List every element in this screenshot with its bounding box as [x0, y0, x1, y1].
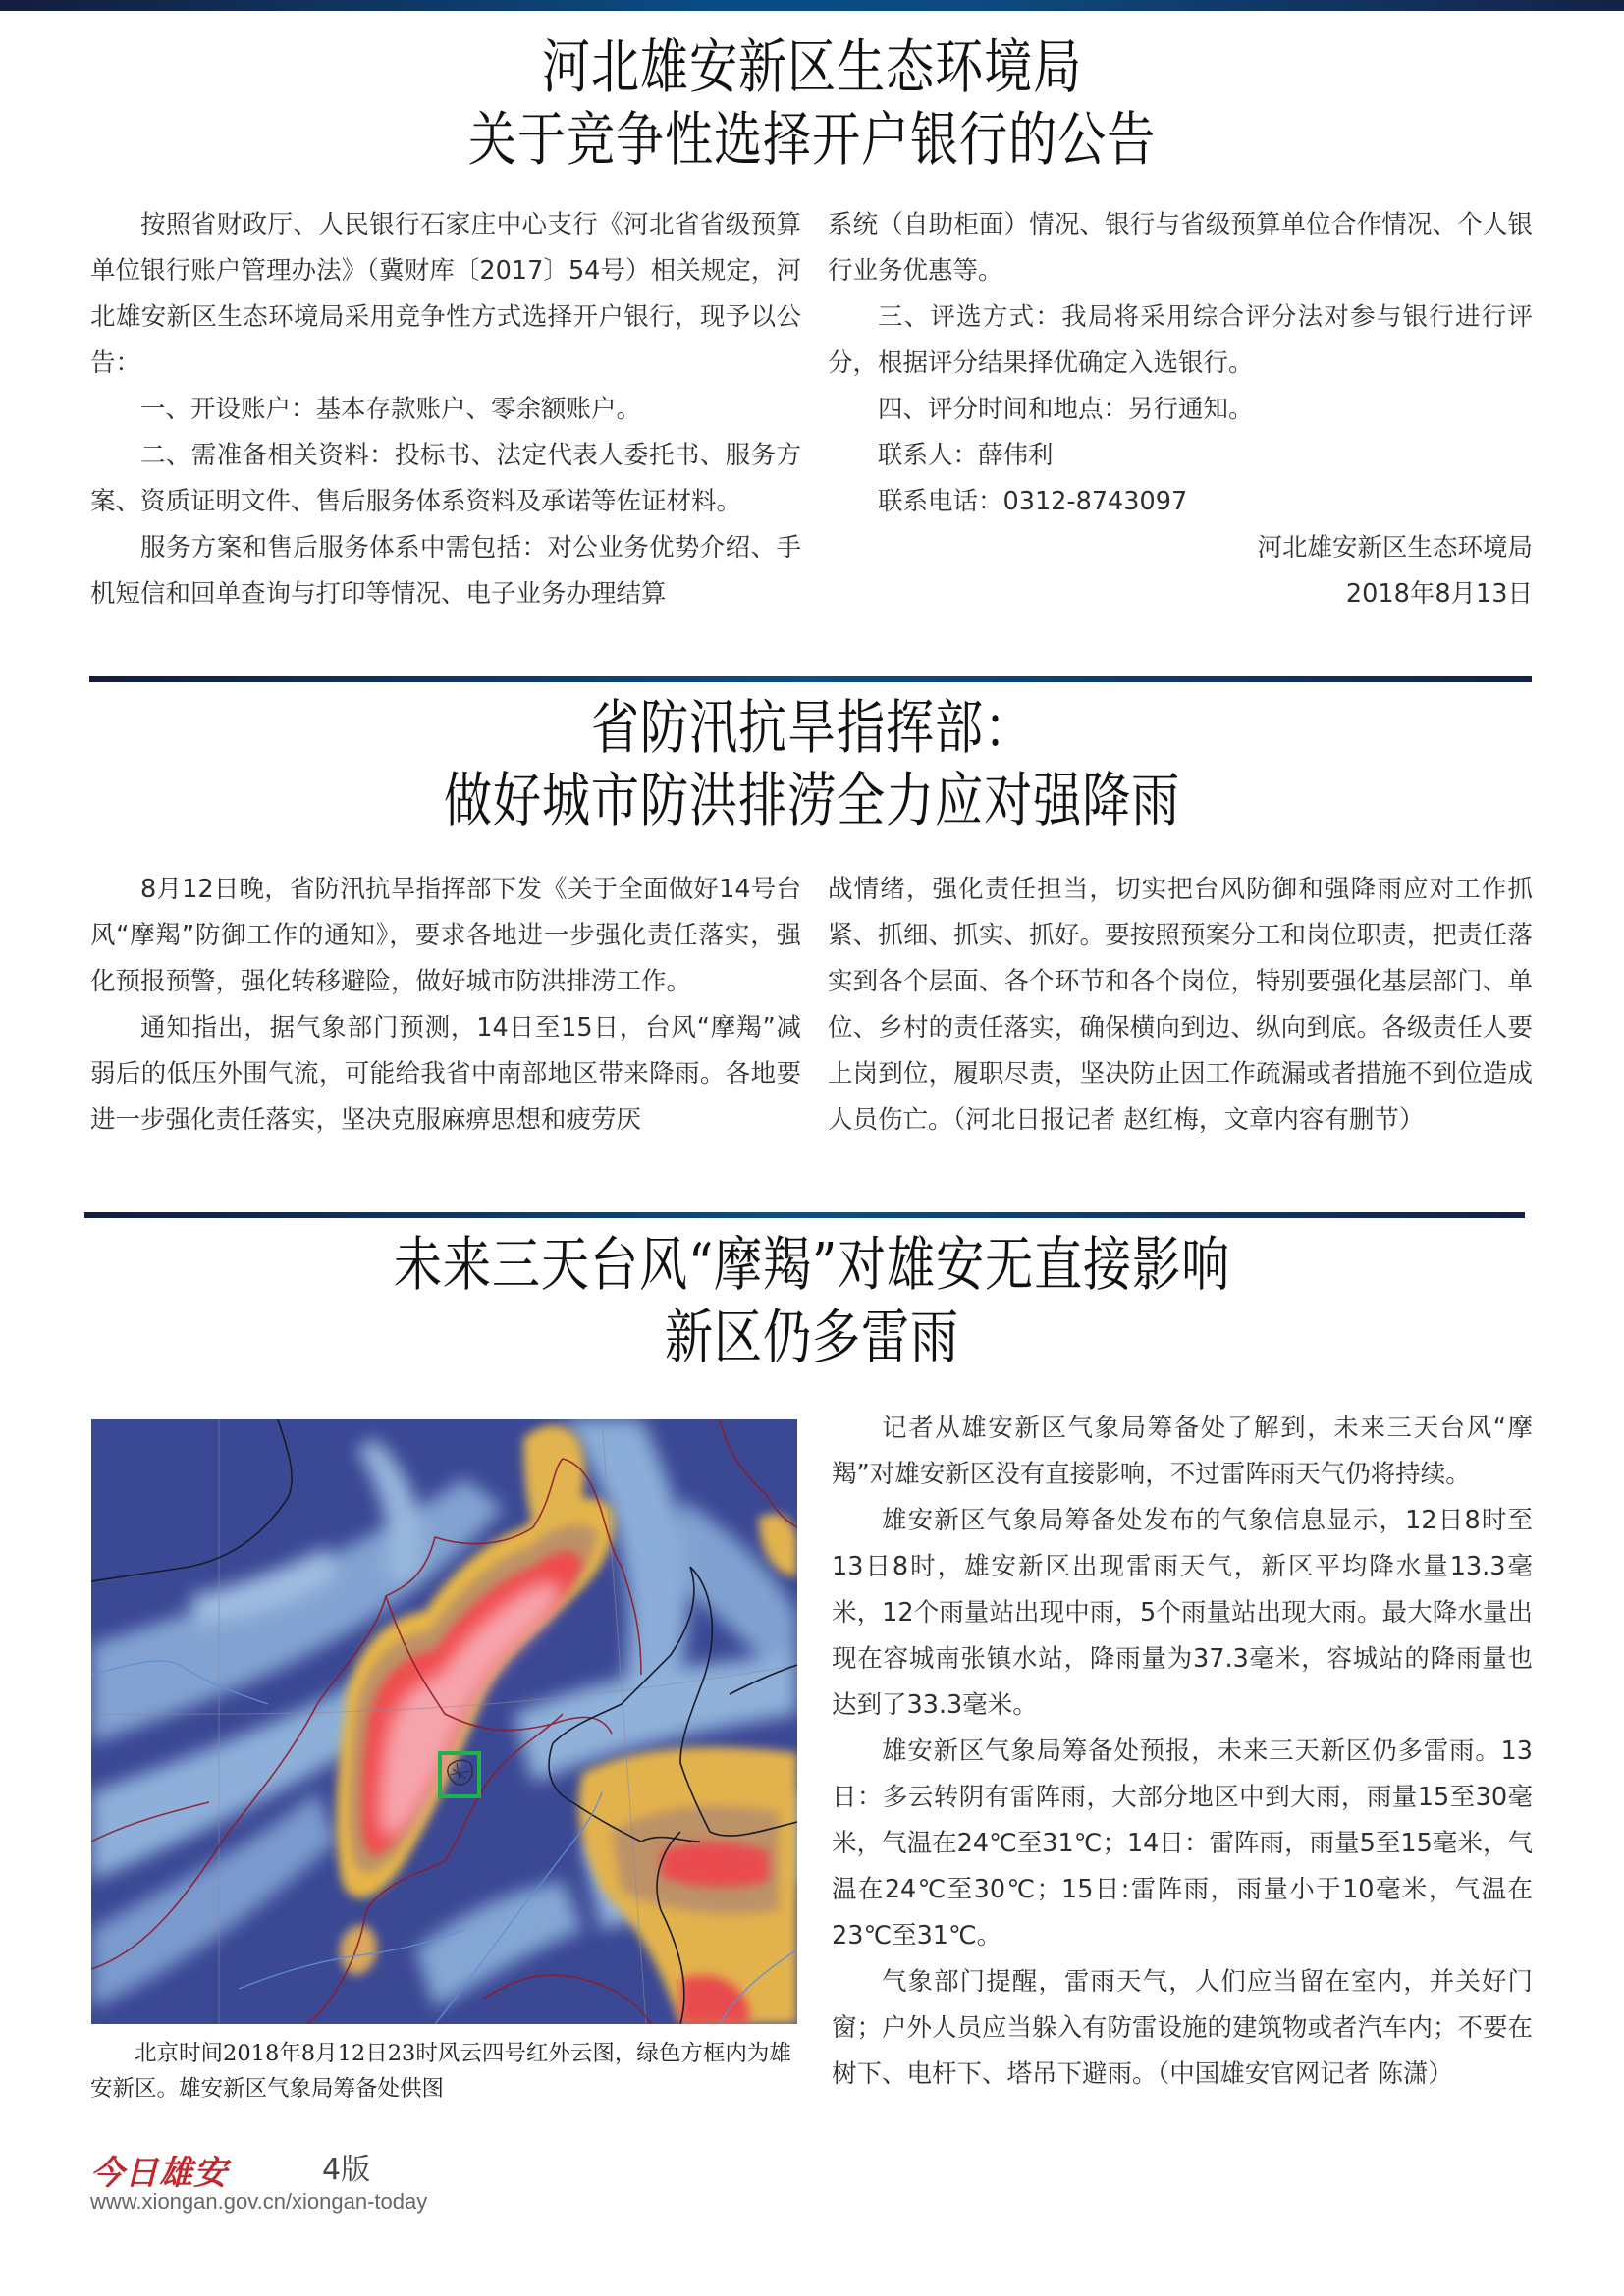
section-divider	[84, 1212, 1525, 1218]
infrared-cloud-map	[91, 1419, 797, 2024]
article3-title-line: 新区仍多雷雨	[664, 1304, 960, 1372]
article1-headline	[146, 31, 1478, 177]
article3-headline	[146, 1229, 1478, 1374]
article3-right-column	[832, 1406, 1533, 2098]
paragraph: 气象部门提醒，雷雨天气，人们应当留在室内，并关好门窗；户外人员应当躲入有防雷设施的建筑物或者汽车内；不要在树下、电杆下、塔吊下避雨。（中国雄安官网记者 陈潇）	[832, 1967, 1534, 2089]
article1-title-line: 关于竞争性选择开户银行的公告	[467, 106, 1157, 175]
paragraph: 按照省财政厅、人民银行石家庄中心支行《河北省省级预算单位银行账户管理办法》（冀财库〔2017〕54号）相关规定，河北雄安新区生态环境局采用竞争性方式选择开户银行，现予以公告：	[90, 210, 801, 378]
top-decorative-bar	[0, 0, 1624, 11]
article2-right-column	[828, 867, 1533, 1144]
paragraph: 服务方案和售后服务体系中需包括：对公业务优势介绍、手机短信和回单查询与打印等情况、电子业务办理结算	[90, 533, 801, 609]
section-divider	[89, 676, 1532, 682]
paragraph: 通知指出，据气象部门预测，14日至15日，台风“摩羯”减弱后的低压外围气流，可能给我省中南部地区带来降雨。各地要进一步强化责任落实，坚决克服麻痹思想和疲劳厌	[90, 1013, 801, 1135]
paragraph: 战情绪，强化责任担当，切实把台风防御和强降雨应对工作抓紧、抓细、抓实、抓好。要按照预案分工和岗位职责，把责任落实到各个层面、各个环节和各个岗位，特别要强化基层部门、单位、乡村的责任落实，确保横向到边、纵向到底。各级责任人要上岗到位，履职尽责，坚决防止因工作疏漏或者措施不到位造成人员伤亡。（河北日报记者 赵红梅，文章内容有删节）	[828, 875, 1533, 1135]
signature-date: 2018年8月13日	[1345, 579, 1533, 609]
paragraph: 三、评选方式：我局将采用综合评分法对参与银行进行评分，根据评分结果择优确定入选银行。	[828, 302, 1533, 378]
paragraph: 二、需准备相关资料：投标书、法定代表人委托书、服务方案、资质证明文件、售后服务体系资料及承诺等佐证材料。	[90, 441, 801, 516]
article2-left-column	[90, 867, 801, 1144]
paragraph: 四、评分时间和地点：另行通知。	[878, 395, 1254, 424]
article2-headline	[146, 692, 1478, 837]
paragraph: 雄安新区气象局筹备处发布的气象信息显示，12日8时至13日8时，雄安新区出现雷雨天气，新区平均降水量13.3毫米，12个雨量站出现中雨，5个雨量站出现大雨。最大降水量出现在容城南张镇水站，降雨量为37.3毫米，容城站的降雨量也达到了33.3毫米。	[832, 1506, 1533, 1720]
article1-title-line: 河北雄安新区生态环境局	[541, 33, 1083, 102]
page-number: 4版	[322, 2153, 371, 2187]
paragraph: 8月12日晚，省防汛抗旱指挥部下发《关于全面做好14号台风“摩羯”防御工作的通知》，要求各地进一步强化责任落实，强化预报预警，强化转移避险，做好城市防洪排涝工作。	[90, 875, 801, 996]
article3-title-line: 未来三天台风“摩羯”对雄安无直接影响	[393, 1231, 1231, 1300]
contact-phone: 联系电话：0312-8743097	[878, 487, 1188, 516]
article1-right-column	[828, 202, 1533, 617]
paragraph: 雄安新区气象局筹备处预报，未来三天新区仍多雷雨。13日：多云转阴有雷阵雨，大部分地区中到大雨，雨量15至30毫米，气温在24℃至31℃；14日：雷阵雨，雨量5至15毫米，气温在24℃至30℃；15日:雷阵雨，雨量小于10毫米，气温在23℃至31℃。	[832, 1736, 1533, 1950]
article2-title-line: 做好城市防洪排涝全力应对强降雨	[443, 767, 1181, 835]
contact-person: 联系人：薛伟利	[878, 441, 1054, 470]
signature-org: 河北雄安新区生态环境局	[1257, 533, 1533, 562]
article2-title-line: 省防汛抗旱指挥部：	[590, 694, 1034, 763]
website-url[interactable]: www.xiongan.gov.cn/xiongan-today	[90, 2189, 428, 2214]
satellite-cloud-image	[91, 1419, 797, 2024]
paragraph: 一、开设账户：基本存款账户、零余额账户。	[140, 395, 642, 424]
article1-left-column	[90, 202, 801, 617]
caption-text: 北京时间2018年8月12日23时风云四号红外云图，绿色方框内为雄安新区。雄安新区气象局筹备处供图	[90, 2041, 791, 2102]
image-caption	[90, 2036, 799, 2107]
paragraph: 记者从雄安新区气象局筹备处了解到，未来三天台风“摩羯”对雄安新区没有直接影响，不过雷阵雨天气仍将持续。	[832, 1414, 1533, 1489]
paragraph: 系统（自助柜面）情况、银行与省级预算单位合作情况、个人银行业务优惠等。	[828, 210, 1533, 286]
masthead-logo: 今日雄安	[90, 2154, 228, 2193]
